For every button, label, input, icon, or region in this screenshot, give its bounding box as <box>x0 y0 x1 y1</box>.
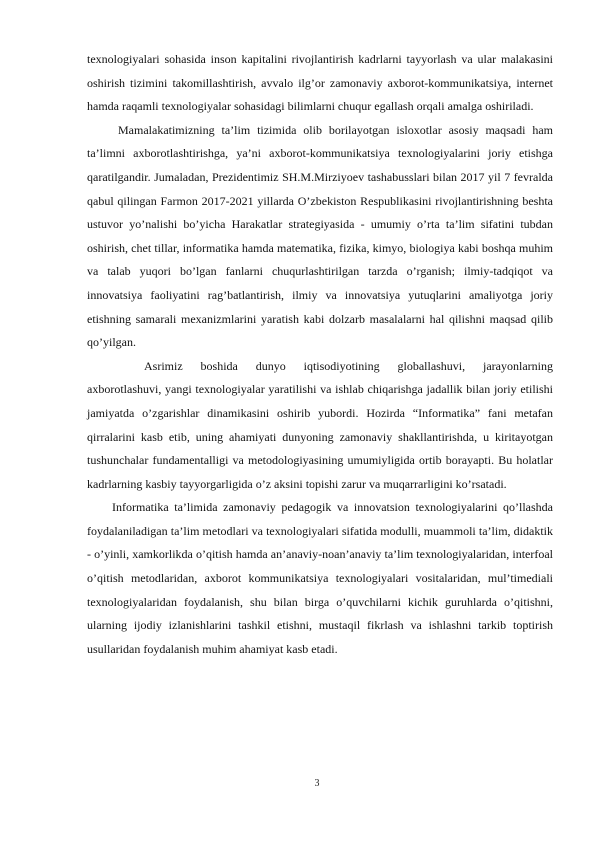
paragraph-globalization: Asrimiz boshida dunyo iqtisodiyotining globallashuvi, jarayonlarning axborotlashuvi, yangi texnologiyalar yaratilishi va ishlab chiqarishga jadallik bilan joriy etilishi jamiyatda o’zgarishlar dinamikasini oshirib yubordi. Hozirda “Informatika” fani metafan qirralarini kasb etib, uning ahamiyati dunyoning zamonaviy shakllantirishda, u kiritayotgan tushunchalar fundamentalligi va metodologiyasining umumiyligida ortib borayapti. Bu holatlar kadrlarning kasbiy tayyorgarligida o’z aksini topishi zarur va muqarrarligini ko’rsatadi. <box>87 358 553 491</box>
body-text <box>87 48 553 661</box>
paragraph-continuation: texnologiyalari sohasida inson kapitalini rivojlantirish kadrlarni tayyorlash va ular malakasini oshirish tizimini takomillashtirish, avvalo ilg’or zamonaviy axborot-kommunikatsiya, internet hamda raqamli texnologiyalar sohasidagi bilimlarni chuqur egallash orqali amalga oshiriladi. <box>87 52 553 114</box>
page-number: 3 <box>314 778 320 789</box>
paragraph-informatics-teaching: Informatika ta’limida zamonaviy pedagogik va innovatsion texnologiyalarini qo’llashda foydalaniladigan ta’lim metodlari va texnologiyalari sifatida modulli, muammoli ta’lim, didaktik - o’yinli, xamkorlikda o’qitish hamda an’anaviy-noan’anaviy ta’lim texnologiyalaridan, interfoal o’qitish metodlaridan, axborot kommunikatsiya texnologiyalari vositalaridan, mul’timediali texnologiyalaridan foydalanish, shu bilan birga o’quvchilarni kichik guruhlarda o’qitishni, ularning ijodiy izlanishlarini tashkil etishni, mustaqil fikrlash va ishlashni tarkib toptirish usullaridan foydalanish muhim ahamiyat kasb etadi. <box>87 500 553 656</box>
paragraph-reforms: Mamalakatimizning ta’lim tizimida olib borilayotgan isloxotlar asosiy maqsadi ham ta’limni axborotlashtirishga, ya’ni axborot-kommunikatsiya texnologiyalarini joriy etishga qaratilgandir. Jumaladan, Prezidentimiz SH.M.Mirziyoev tashabusslari bilan 2017 yil 7 fevralda qabul qilingan Farmon 2017-2021 yillarda O’zbekiston Respublikasini rivojlantirishning beshta ustuvor yo’nalishi bo’yicha Harakatlar strategiyasida - umumiy o’rta ta’lim sifatini tubdan oshirish, chet tillar, informatika hamda matematika, fizika, kimyo, biologiya kabi boshqa muhim va talab yuqori bo’lgan fanlarni chuqurlashtirilgan tarzda o’rganish; ilmiy-tadqiqot va innovatsiya faoliyatini rag’batlantirish, ilmiy va innovatsiya yutuqlarini amaliyotga joriy etishning samarali mexanizmlarini yaratish kabi dolzarb masalalarni hal qilishni maqsad qilib qo’yilgan. <box>87 122 553 350</box>
